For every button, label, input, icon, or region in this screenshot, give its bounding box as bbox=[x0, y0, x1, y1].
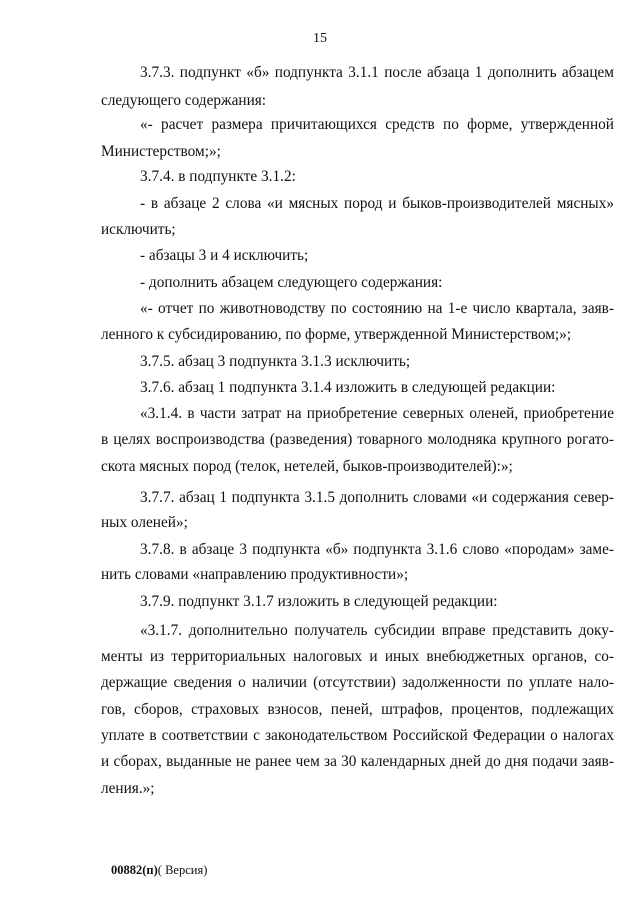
document-footer bbox=[111, 863, 207, 878]
text-line: 3.7.4. в подпункте 3.1.2: bbox=[140, 168, 296, 185]
text-line: следующего содержания: bbox=[101, 92, 267, 109]
text-line: 3.7.3. подпункт «б» подпункта 3.1.1 после абзаца 1 дополнить абзацем bbox=[140, 64, 614, 81]
text-line: менты из территориальных налоговых и иных внебюджетных органов, со- bbox=[101, 648, 614, 665]
text-line: 3.7.5. абзац 3 подпункта 3.1.3 исключить; bbox=[140, 353, 411, 370]
text-line: ления.»; bbox=[101, 780, 155, 797]
text-line: ных оленей»; bbox=[101, 514, 188, 531]
text-line: уплате в соответствии с законодательством Российской Федерации о налогах bbox=[101, 727, 614, 744]
text-line: 3.7.8. в абзаце 3 подпункта «б» подпункта 3.1.6 слово «породам» заме- bbox=[140, 541, 614, 558]
text-line: - абзацы 3 и 4 исключить; bbox=[140, 247, 309, 264]
text-line: - дополнить абзацем следующего содержания: bbox=[140, 274, 443, 291]
document-code: 00882(п) bbox=[111, 863, 158, 877]
document-version: ( Версия) bbox=[157, 863, 208, 877]
text-line: 3.7.6. абзац 1 подпункта 3.1.4 изложить в следующей редакции: bbox=[140, 379, 556, 396]
text-line: держащие сведения о наличии (отсутствии) задолженности по уплате нало- bbox=[101, 674, 614, 691]
text-line: исключить; bbox=[101, 221, 176, 238]
text-line: ленного к субсидированию, по форме, утвержденной Министерством;»; bbox=[101, 326, 572, 343]
text-line: «3.1.4. в части затрат на приобретение северных оленей, приобретение bbox=[140, 405, 614, 422]
text-line: «- расчет размера причитающихся средств по форме, утвержденной bbox=[140, 116, 614, 133]
text-line: - в абзаце 2 слова «и мясных пород и быков-производителей мясных» bbox=[140, 195, 614, 212]
text-line: «3.1.7. дополнительно получатель субсидии вправе представить доку- bbox=[140, 622, 614, 639]
text-line: Министерством;»; bbox=[101, 143, 221, 160]
page-number: 15 bbox=[313, 31, 327, 46]
text-line: нить словами «направлению продуктивности»; bbox=[101, 566, 409, 583]
text-line: «- отчет по животноводству по состоянию на 1-е число квартала, заяв- bbox=[140, 300, 614, 317]
text-line: и сборах, выданные не ранее чем за 30 календарных дней до дня подачи заяв- bbox=[101, 753, 614, 770]
text-line: в целях воспроизводства (разведения) товарного молодняка крупного рогато- bbox=[101, 431, 614, 448]
text-line: гов, сборов, страховых взносов, пеней, штрафов, процентов, подлежащих bbox=[101, 701, 614, 718]
text-line: 3.7.7. абзац 1 подпункта 3.1.5 дополнить словами «и содержания север- bbox=[140, 489, 614, 506]
text-line: 3.7.9. подпункт 3.1.7 изложить в следующей редакции: bbox=[140, 593, 498, 610]
text-line: скота мясных пород (телок, нетелей, быков-производителей):»; bbox=[101, 458, 513, 475]
